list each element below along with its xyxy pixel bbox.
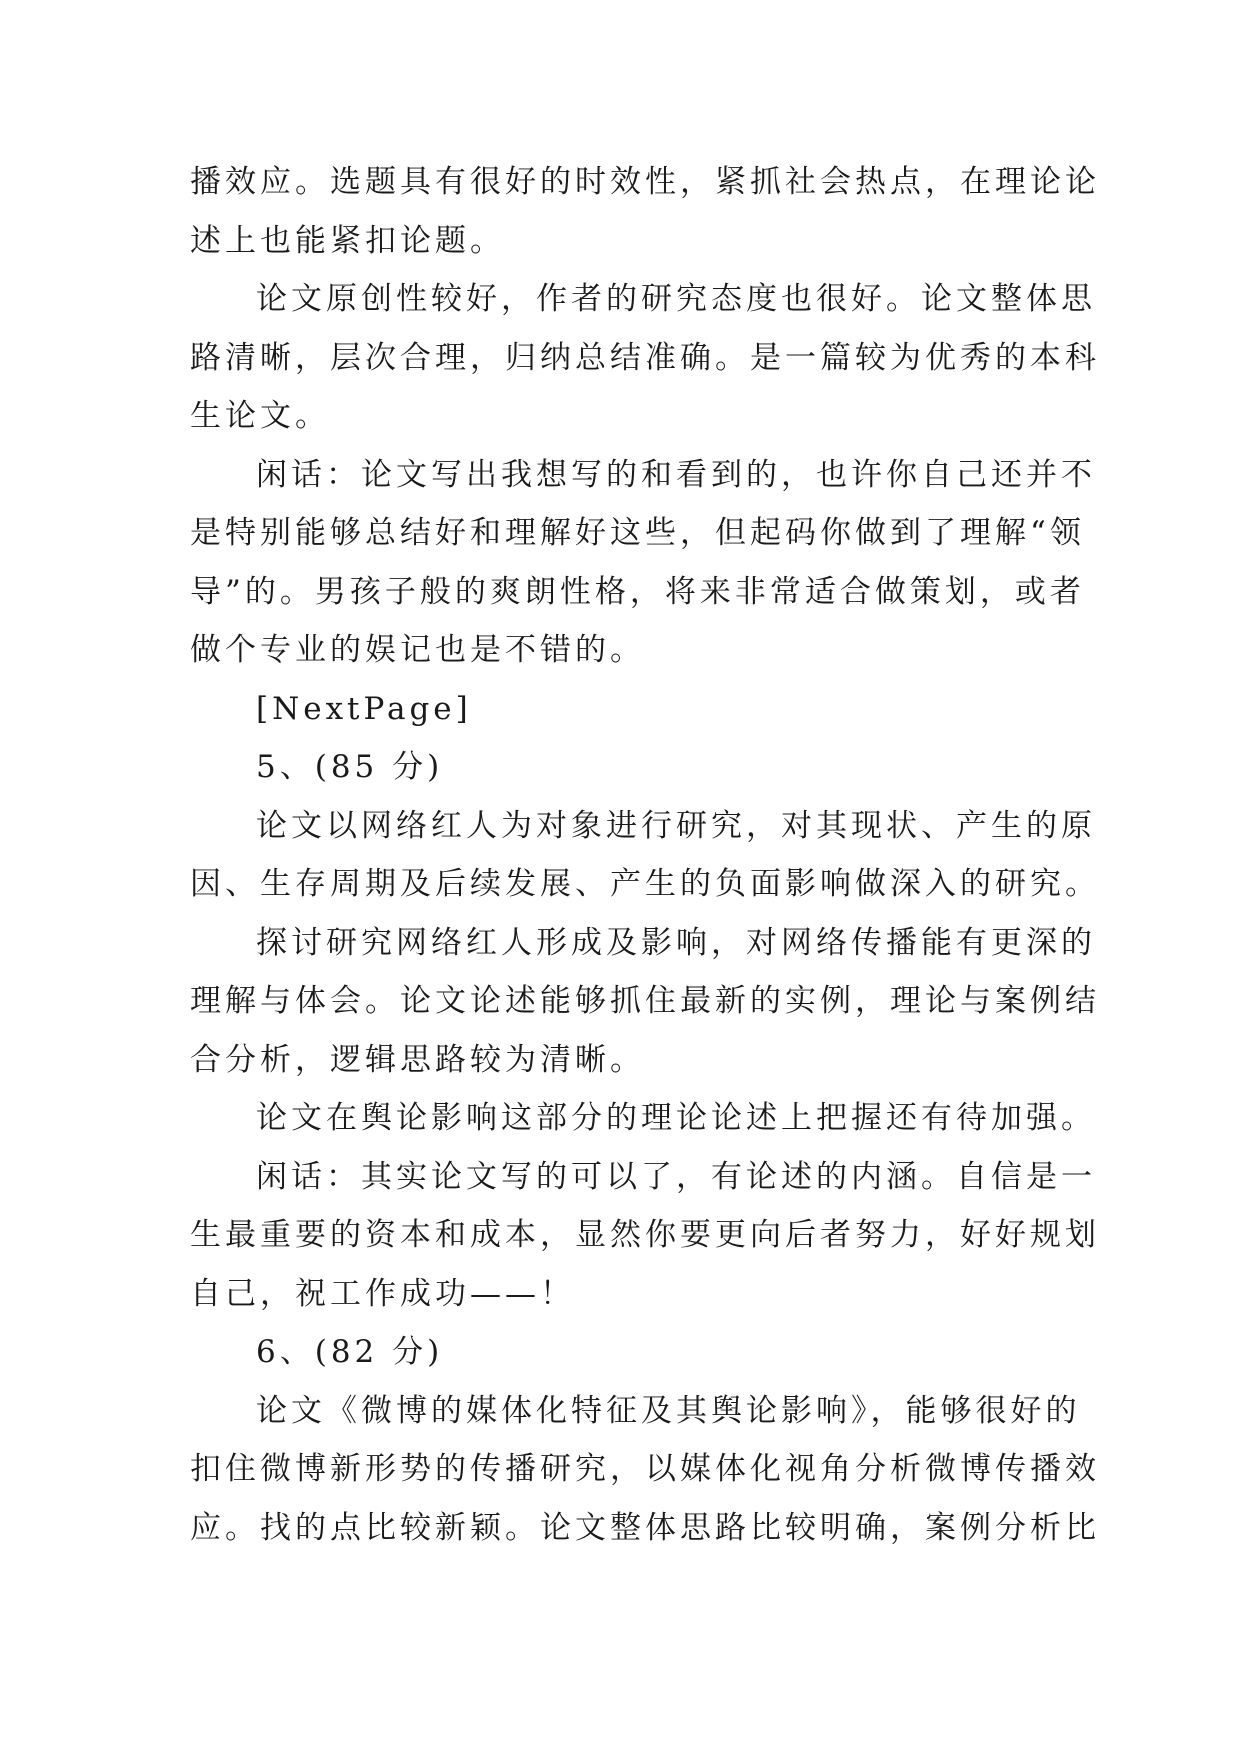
paragraph bbox=[190, 153, 1100, 270]
text-line: 探讨研究网络红人形成及影响，对网络传播能有更深的 bbox=[256, 924, 1096, 961]
paragraph bbox=[190, 1382, 1100, 1558]
paragraph bbox=[190, 270, 1100, 446]
text-line: 生论文。 bbox=[190, 398, 330, 434]
text-line: 闲话：其实论文写的可以了，有论述的内涵。自信是一 bbox=[256, 1158, 1096, 1195]
text-line: 自己，祝工作成功——！ bbox=[190, 1275, 575, 1312]
text-line: 导”的。男孩子般的爽朗性格，将来非常适合做策划，或者 bbox=[190, 573, 1085, 610]
text-line: 论文以网络红人为对象进行研究，对其现状、产生的原 bbox=[256, 807, 1096, 844]
document-body bbox=[190, 153, 1100, 1557]
text-line: 因、生存周期及后续发展、产生的负面影响做深入的研究。 bbox=[190, 866, 1100, 902]
text-line: 论文在舆论影响这部分的理论论述上把握还有待加强。 bbox=[256, 1100, 1096, 1136]
text-line: 是特别能够总结好和理解好这些，但起码你做到了理解“领 bbox=[190, 515, 1085, 551]
text-line: 闲话：论文写出我想写的和看到的，也许你自己还并不 bbox=[256, 456, 1096, 493]
text-line: 播效应。选题具有很好的时效性，紧抓社会热点，在理论论 bbox=[190, 164, 1100, 200]
text-line: 应。找的点比较新颖。论文整体思路比较明确，案例分析比 bbox=[190, 1509, 1100, 1546]
paragraph bbox=[190, 1323, 1052, 1382]
text-line: 论文原创性较好，作者的研究态度也很好。论文整体思 bbox=[256, 281, 1096, 317]
text-line: 合分析，逻辑思路较为清晰。 bbox=[190, 1041, 645, 1078]
paragraph bbox=[190, 446, 1096, 680]
text-line: 理解与体会。论文论述能够抓住最新的实例，理论与案例结 bbox=[190, 983, 1100, 1019]
text-line: [NextPage] bbox=[256, 690, 472, 727]
paragraph bbox=[190, 797, 1100, 914]
text-line: 5、(85 分) bbox=[256, 749, 444, 785]
paragraph bbox=[190, 738, 1052, 797]
paragraph bbox=[190, 914, 1100, 1090]
text-line: 论文《微博的媒体化特征及其舆论影响》，能够很好的 bbox=[256, 1392, 1081, 1429]
text-line: 生最重要的资本和成本，显然你要更向后者努力，好好规划 bbox=[190, 1217, 1100, 1253]
paragraph bbox=[190, 1089, 1096, 1148]
text-line: 做个专业的娱记也是不错的。 bbox=[190, 632, 645, 668]
text-line: 6、(82 分) bbox=[256, 1334, 444, 1370]
text-line: 述上也能紧扣论题。 bbox=[190, 222, 505, 259]
text-line: 路清晰，层次合理，归纳总结准确。是一篇较为优秀的本科 bbox=[190, 339, 1100, 376]
text-line: 扣住微博新形势的传播研究，以媒体化视角分析微博传播效 bbox=[190, 1451, 1100, 1487]
paragraph bbox=[190, 680, 1052, 739]
paragraph bbox=[190, 1148, 1100, 1324]
